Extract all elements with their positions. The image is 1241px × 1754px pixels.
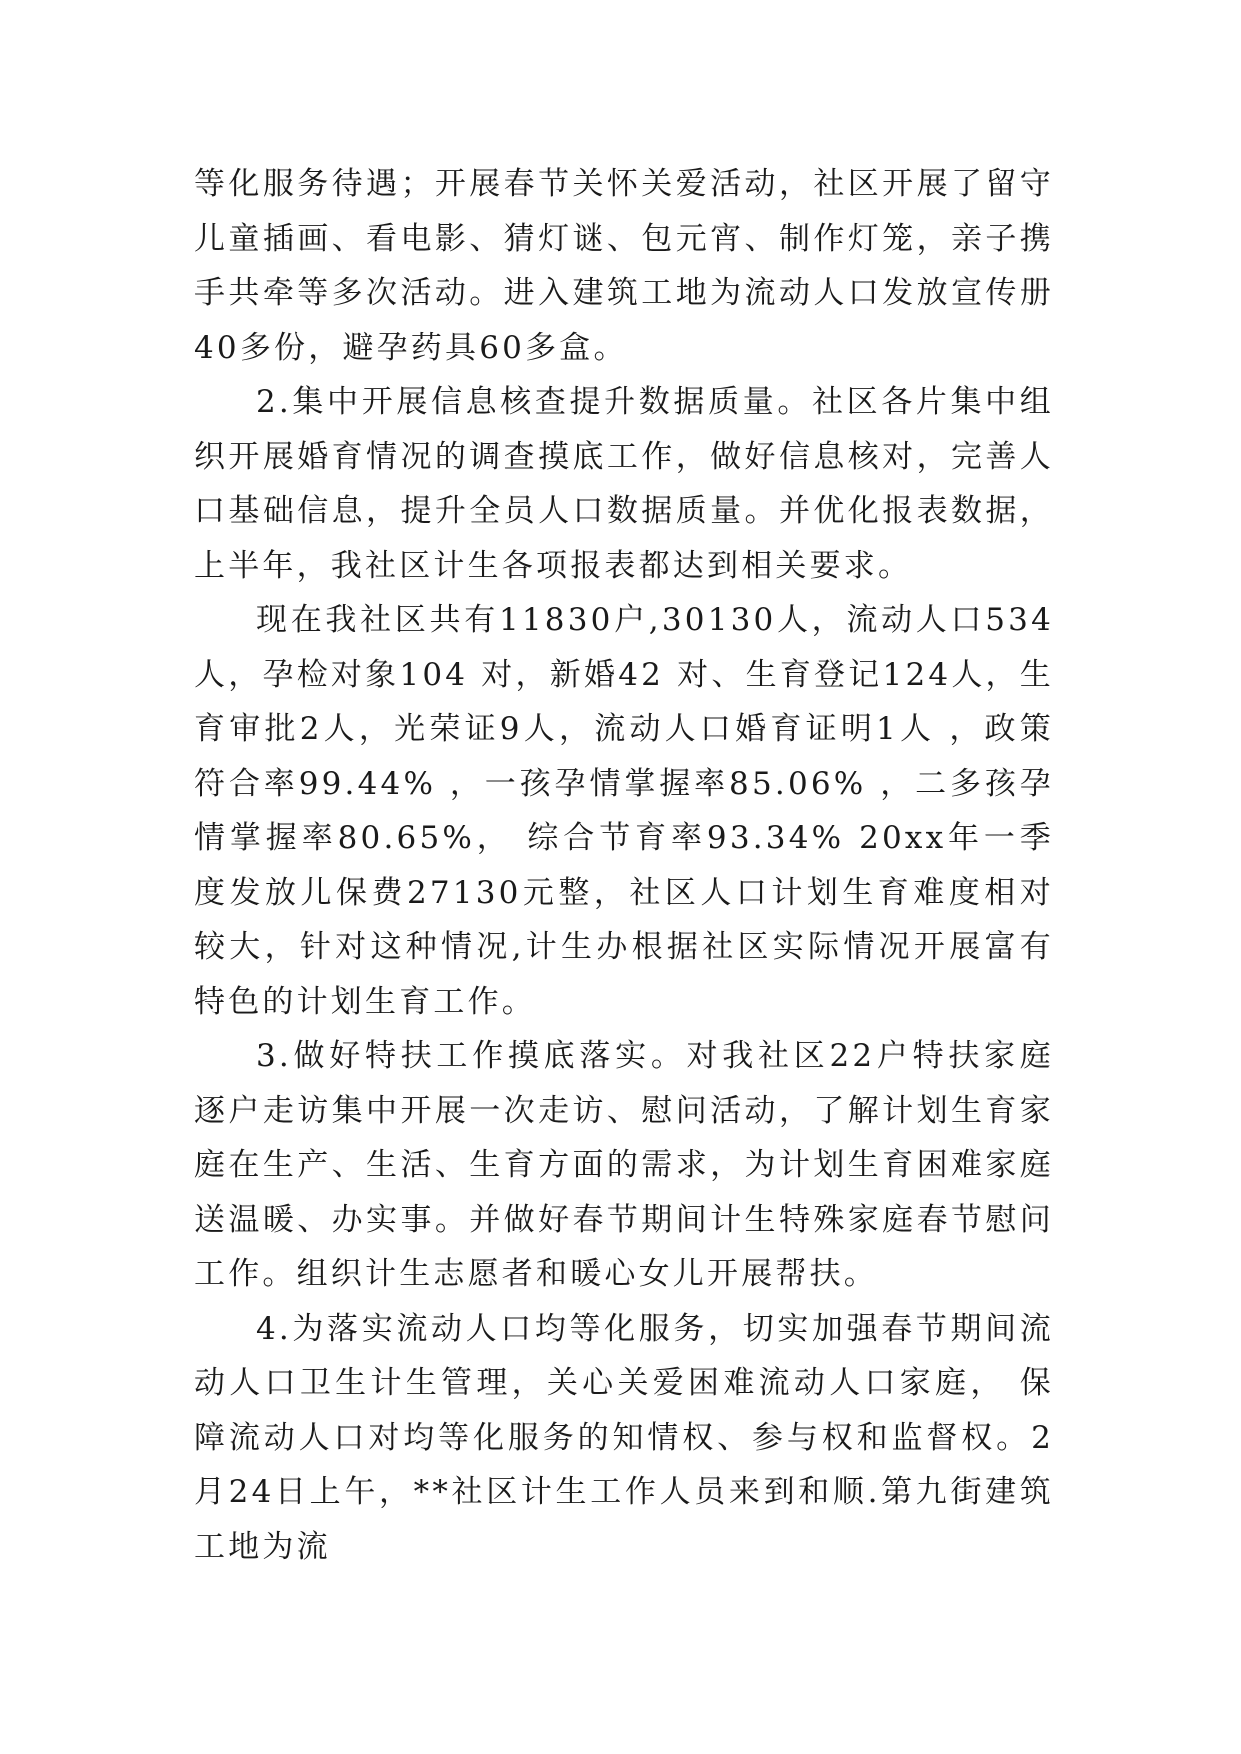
paragraph-1: 等化服务待遇；开展春节关怀关爱活动，社区开展了留守儿童插画、看电影、猜灯谜、包元宵、制作灯笼，亲子携手共牵等多次活动。进入建筑工地为流动人口发放宣传册40多份，避孕药具60多盒。 <box>194 166 1054 366</box>
paragraph-4: 3.做好特扶工作摸底落实。对我社区22户特扶家庭逐户走访集中开展一次走访、慰问活动，了解计划生育家庭在生产、生活、生育方面的需求，为计划生育困难家庭送温暖、办实事。并做好春节期间计生特殊家庭春节慰问工作。组织计生志愿者和暖心女儿开展帮扶。 <box>194 1038 1054 1292</box>
document-body <box>194 157 1054 1574</box>
paragraph-2: 2.集中开展信息核查提升数据质量。社区各片集中组织开展婚育情况的调查摸底工作，做好信息核对，完善人口基础信息，提升全员人口数据质量。并优化报表数据，上半年，我社区计生各项报表都达到相关要求。 <box>194 384 1054 584</box>
paragraph-5: 4.为落实流动人口均等化服务，切实加强春节期间流动人口卫生计生管理，关心关爱困难流动人口家庭， 保障流动人口对均等化服务的知情权、参与权和监督权。2月24日上午，**社区计生工作人员来到和顺.第九街建筑工地为流 <box>194 1310 1054 1565</box>
paragraph-3: 现在我社区共有11830户,30130人，流动人口534 人，孕检对象104 对，新婚42 对、生育登记124人，生育审批2人，光荣证9人，流动人口婚育证明1人 ，政策符合率99.44% ，一孩孕情掌握率85.06% ，二多孩孕情掌握率80.65%， 综合节育率93.34% 20xx年一季度发放儿保费27130元整，社区人口计划生育难度相对较大，针对这种情况,计生办根据社区实际情况开展富有特色的计划生育工作。 <box>194 602 1054 1020</box>
